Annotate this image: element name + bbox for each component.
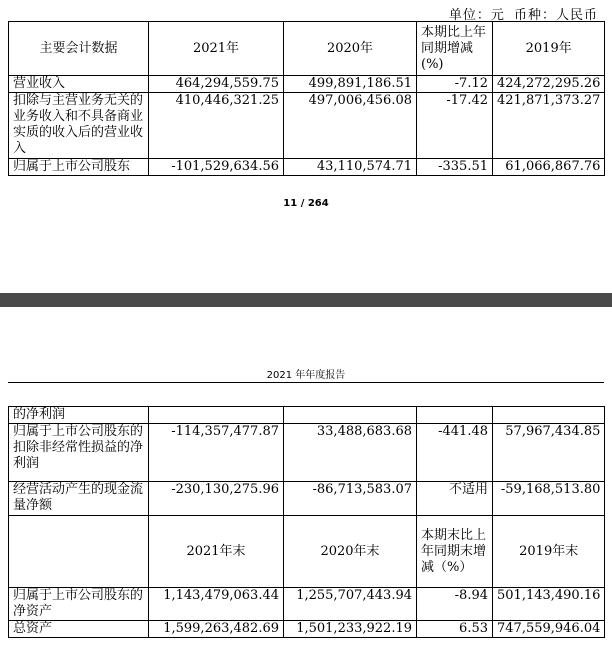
- empty-cell: [284, 407, 417, 424]
- value-2019: 501,143,490.16: [493, 588, 605, 621]
- header-rule: [8, 382, 604, 383]
- row-label: 经营活动产生的现金流量净额: [9, 482, 149, 516]
- value-2020: 33,488,683.68: [284, 424, 417, 482]
- table-row: [9, 424, 605, 482]
- value-change: -441.48: [417, 424, 493, 482]
- header-2021: 2021年: [149, 22, 284, 76]
- row-label: 总资产: [9, 621, 149, 638]
- value-2020: 499,891,186.51: [284, 76, 417, 93]
- value-change: -17.42: [417, 93, 493, 159]
- table-row: [9, 588, 605, 621]
- empty-cell: [417, 407, 493, 424]
- value-2021: 1,599,263,482.69: [149, 621, 284, 638]
- header-2020-end: 2020年末: [284, 516, 417, 588]
- header-2021-end: 2021年末: [149, 516, 284, 588]
- table-row: [9, 76, 605, 93]
- empty-cell: [493, 407, 605, 424]
- unit-label: 单位：元: [448, 8, 505, 23]
- value-2021: -101,529,634.56: [149, 159, 284, 176]
- page-number: 11 / 264: [283, 198, 329, 209]
- financial-table-bottom: [8, 406, 605, 638]
- header-2019: 2019年: [493, 22, 605, 76]
- table-row: [9, 93, 605, 159]
- value-2021: 410,446,321.25: [149, 93, 284, 159]
- value-2020: 43,110,574.71: [284, 159, 417, 176]
- report-header: 2021 年年度报告: [266, 370, 346, 381]
- value-2020: 1,255,707,443.94: [284, 588, 417, 621]
- value-2019: 421,871,373.27: [493, 93, 605, 159]
- header-2019-end: 2019年末: [493, 516, 605, 588]
- value-change: 6.53: [417, 621, 493, 638]
- value-2021: 464,294,559.75: [149, 76, 284, 93]
- header-main-data: 主要会计数据: [9, 22, 149, 76]
- row-label-continued: 的净利润: [9, 407, 149, 424]
- value-2020: 497,006,456.08: [284, 93, 417, 159]
- row-label: 归属于上市公司股东的净资产: [9, 588, 149, 621]
- row-label: 营业收入: [9, 76, 149, 93]
- value-change: 不适用: [417, 482, 493, 516]
- value-2021: -114,357,477.87: [149, 424, 284, 482]
- row-label: 扣除与主营业务无关的业务收入和不具备商业实质的收入后的营业收入: [9, 93, 149, 159]
- value-2020: 1,501,233,922.19: [284, 621, 417, 638]
- value-2021: -230,130,275.96: [149, 482, 284, 516]
- table-header-row: [9, 516, 605, 588]
- value-2019: 747,559,946.04: [493, 621, 605, 638]
- value-2020: -86,713,583.07: [284, 482, 417, 516]
- financial-table-top: [8, 21, 605, 176]
- page-break-gap: [0, 293, 612, 307]
- value-2019: 61,066,867.76: [493, 159, 605, 176]
- value-2019: 57,967,434.85: [493, 424, 605, 482]
- header-change-end: 本期末比上年同期末增减（%）: [417, 516, 493, 588]
- value-2019: 424,272,295.26: [493, 76, 605, 93]
- header-empty: [9, 516, 149, 588]
- table-row: [9, 159, 605, 176]
- table-header-row: [9, 22, 605, 76]
- value-change: -335.51: [417, 159, 493, 176]
- value-change: -8.94: [417, 588, 493, 621]
- header-change: 本期比上年同期增减(%): [417, 22, 493, 76]
- row-label: 归属于上市公司股东的扣除非经常性损益的净利润: [9, 424, 149, 482]
- table-row: [9, 621, 605, 638]
- value-2019: -59,168,513.80: [493, 482, 605, 516]
- header-2020: 2020年: [284, 22, 417, 76]
- table-row: [9, 482, 605, 516]
- row-label: 归属于上市公司股东: [9, 159, 149, 176]
- value-2021: 1,143,479,063.44: [149, 588, 284, 621]
- table-row: [9, 407, 605, 424]
- currency-label: 币种：人民币: [513, 8, 598, 23]
- value-change: -7.12: [417, 76, 493, 93]
- empty-cell: [149, 407, 284, 424]
